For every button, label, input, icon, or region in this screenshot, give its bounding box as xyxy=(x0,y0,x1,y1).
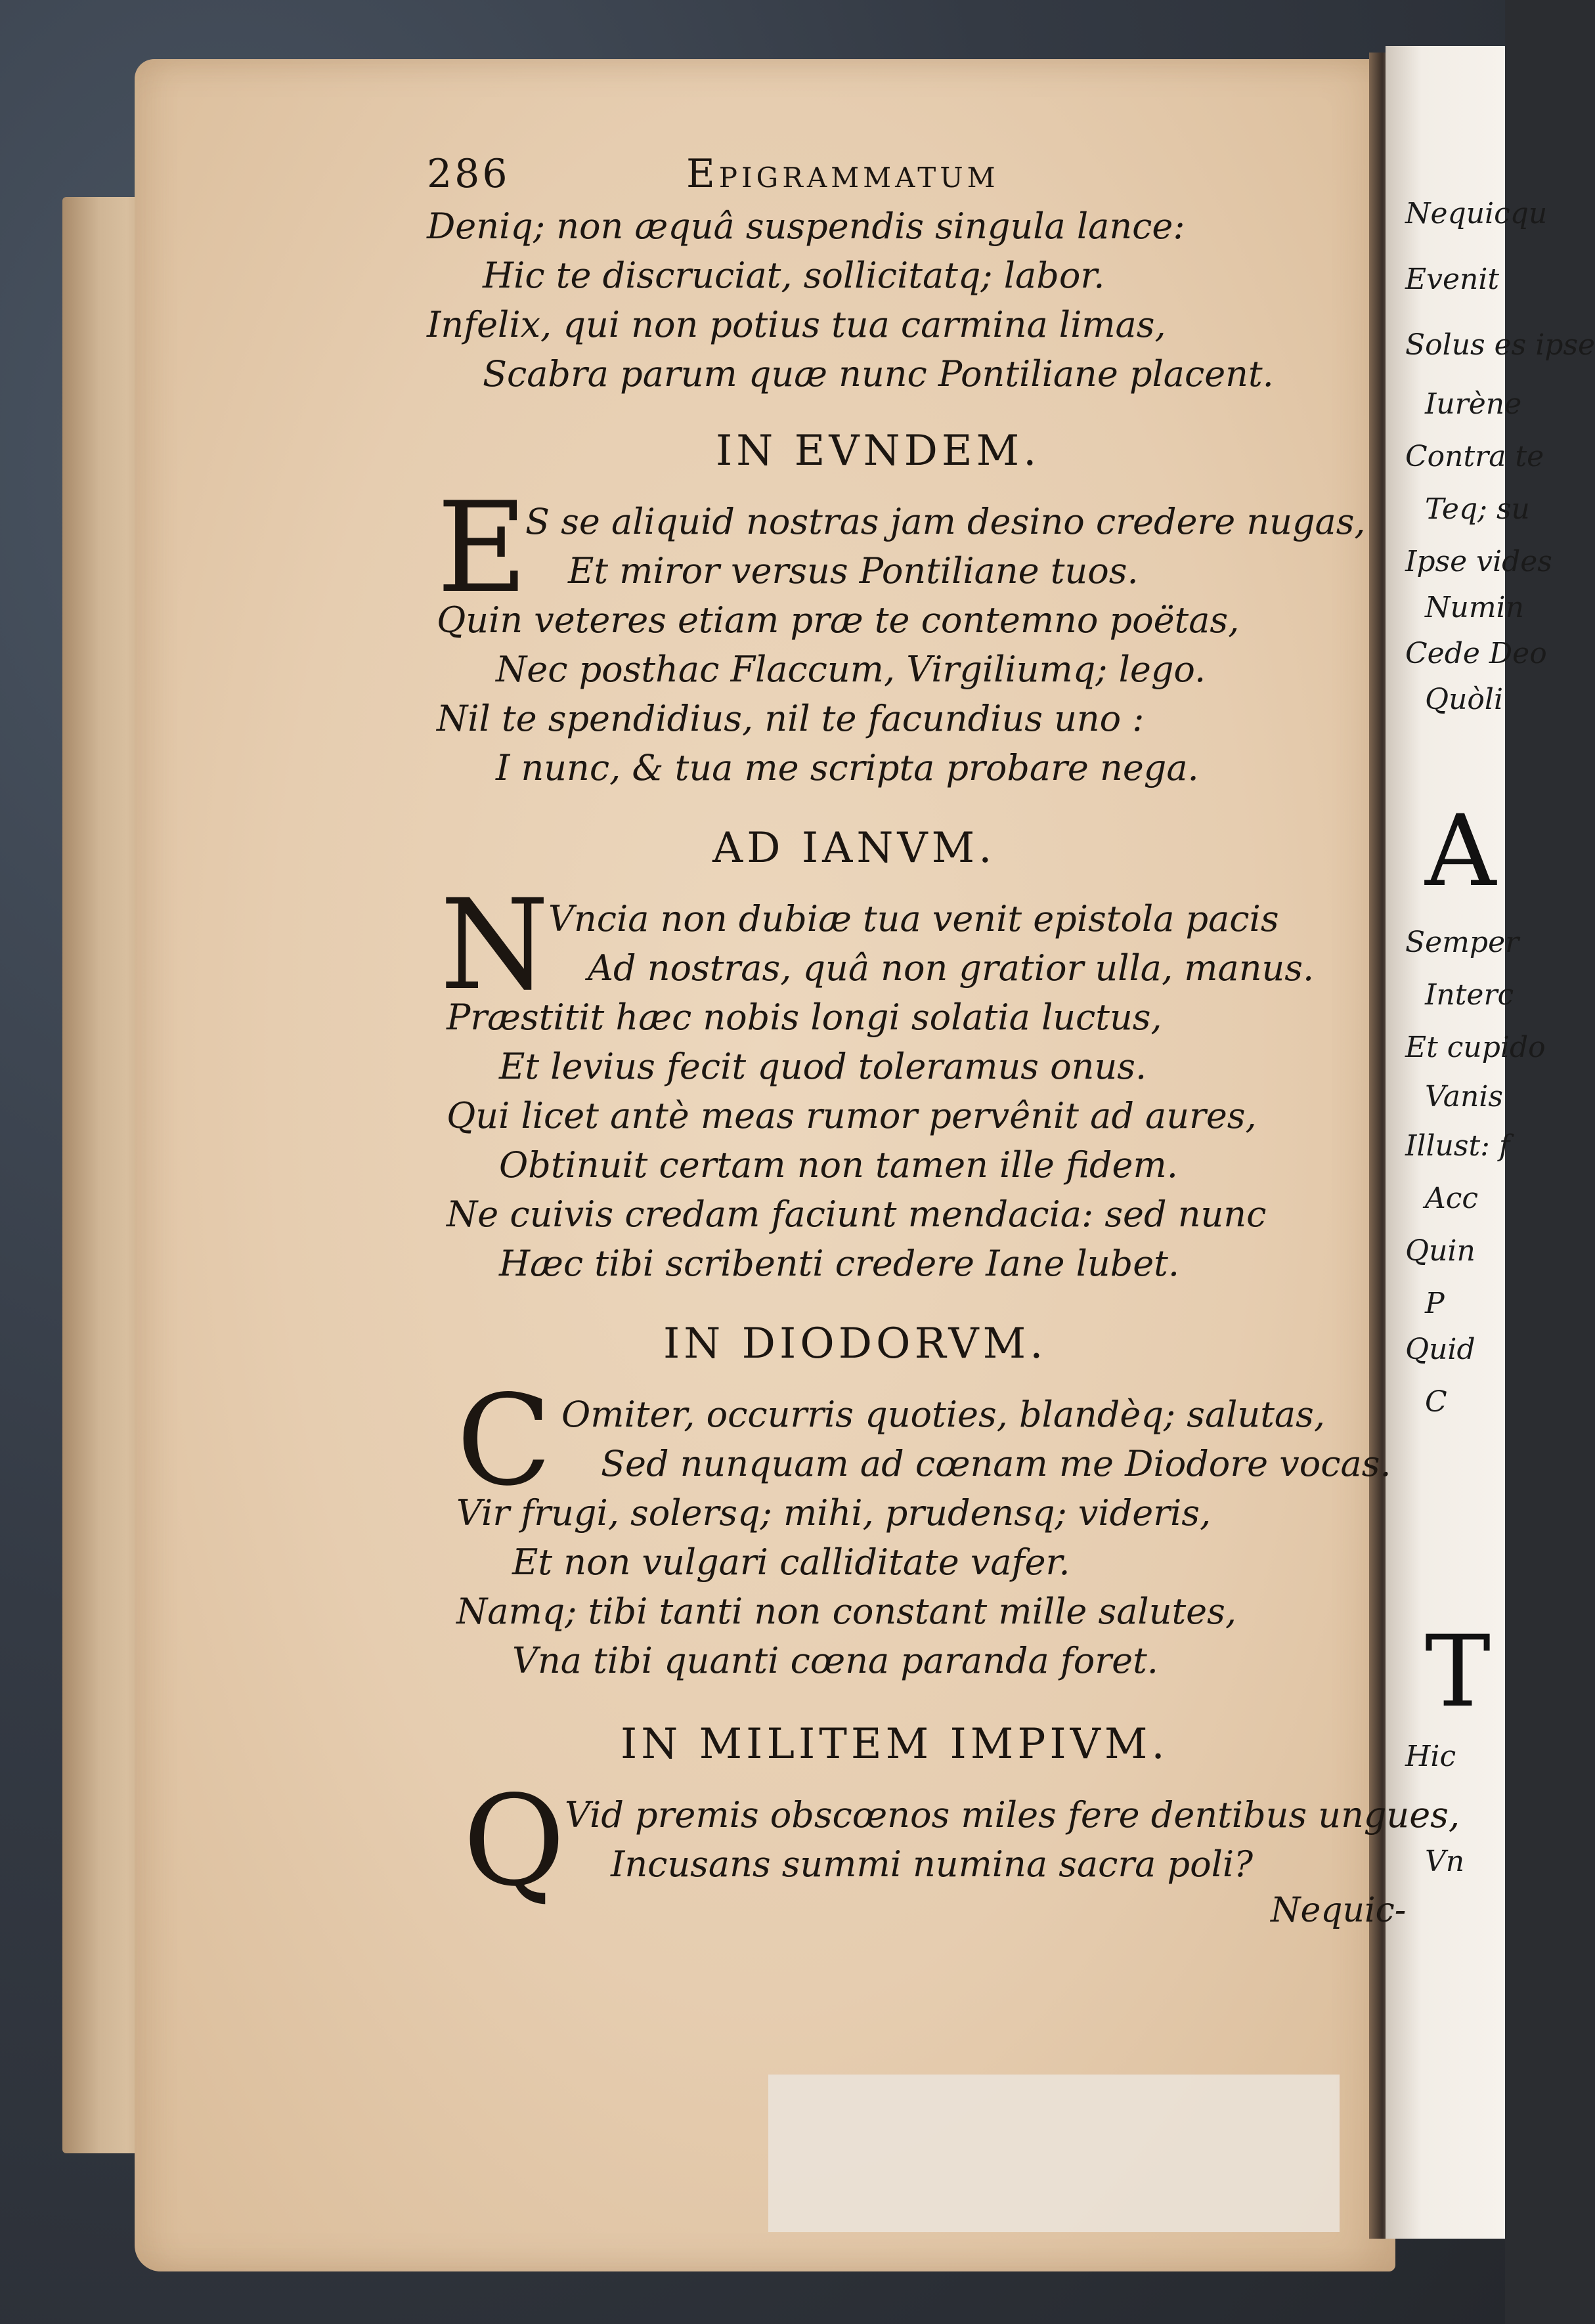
poem-title: IN DIODORVM. xyxy=(663,1320,1047,1368)
verse-line: Scabra parum quæ nunc Pontiliane placent. xyxy=(483,353,1274,395)
facing-fragment: Et cupido xyxy=(1405,1031,1546,1064)
facing-fragment: Nequicqu xyxy=(1405,197,1548,230)
verse-line: Hic te discruciat, sollicitatq; labor. xyxy=(483,255,1105,296)
catchword: Nequic- xyxy=(1271,1891,1407,1930)
verse-line: Vna tibi quanti cœna paranda foret. xyxy=(512,1640,1158,1681)
facing-fragment: Quid xyxy=(1405,1333,1475,1366)
facing-fragment: Quòli xyxy=(1425,683,1504,716)
facing-fragment: Semper xyxy=(1405,926,1519,959)
facing-fragment: Acc xyxy=(1425,1182,1479,1215)
verse-line: Namq; tibi tanti non constant mille salutes, xyxy=(456,1591,1236,1632)
verse-line: Vid premis obscœnos miles fere dentibus ungues, xyxy=(565,1794,1460,1836)
facing-fragment: Cede Deo xyxy=(1405,637,1547,670)
facing-fragment: Iurène xyxy=(1425,387,1522,421)
facing-dropcap: T xyxy=(1425,1615,1491,1729)
facing-fragment: Hic xyxy=(1405,1740,1456,1773)
facing-fragment: Teq; su xyxy=(1425,492,1530,526)
verse-line: Deniq; non æquâ suspendis singula lance: xyxy=(427,205,1185,247)
facing-fragment: Quin xyxy=(1405,1234,1475,1268)
verse-line: Nil te spendidius, nil te facundius uno : xyxy=(437,698,1145,739)
poem-title: IN EVNDEM. xyxy=(716,427,1041,475)
facing-dropcap: A xyxy=(1425,794,1497,909)
facing-fragment: Solus es ipse xyxy=(1405,328,1595,362)
verse-line: Incusans summi numina sacra poli? xyxy=(611,1843,1254,1885)
verse-line: Vncia non dubiæ tua venit epistola pacis xyxy=(548,898,1279,939)
verse-line: S se aliquid nostras jam desino credere nugas, xyxy=(525,501,1366,542)
verse-line: Infelix, qui non potius tua carmina limas, xyxy=(427,304,1166,345)
running-head: Epigrammatum xyxy=(686,151,999,197)
verse-line: Qui licet antè meas rumor pervênit ad aures, xyxy=(447,1095,1257,1136)
verse-line: I nunc, & tua me scripta probare nega. xyxy=(496,747,1199,788)
verse-line: Præstitit hæc nobis longi solatia luctus, xyxy=(447,997,1162,1038)
redaction-patch xyxy=(768,2075,1340,2232)
verse-line: Nec posthac Flaccum, Virgiliumq; lego. xyxy=(496,649,1206,690)
facing-fragment: Vn xyxy=(1425,1845,1465,1878)
verse-line: Vir frugi, solersq; mihi, prudensq; videris, xyxy=(456,1492,1212,1534)
verse-line: Quin veteres etiam præ te contemno poëtas, xyxy=(437,599,1240,641)
facing-fragment: Numin xyxy=(1425,591,1524,624)
facing-fragment: Ipse vides xyxy=(1405,545,1552,578)
page-header xyxy=(427,151,1083,204)
poem-title: IN MILITEM IMPIVM. xyxy=(621,1720,1169,1769)
drop-capital: Q xyxy=(463,1769,565,1914)
verse-line: Sed nunquam ad cœnam me Diodore vocas. xyxy=(601,1443,1391,1484)
verse-line: Ne cuivis credam faciunt mendacia: sed nunc xyxy=(447,1194,1267,1235)
verse-line: Et levius fecit quod toleramus onus. xyxy=(499,1046,1147,1087)
verse-line: Obtinuit certam non tamen ille fidem. xyxy=(499,1144,1178,1186)
facing-fragment: Illust: f xyxy=(1405,1129,1510,1163)
facing-fragment: C xyxy=(1425,1385,1447,1419)
facing-fragment: Contra te xyxy=(1405,440,1544,473)
facing-fragment: P xyxy=(1425,1287,1445,1320)
verse-line: Hæc tibi scribenti credere Iane lubet. xyxy=(499,1243,1180,1284)
facing-fragment: Evenit xyxy=(1405,263,1500,296)
verse-line: Omiter, occurris quoties, blandèq; salutas, xyxy=(561,1394,1325,1435)
drop-capital: E xyxy=(437,475,528,620)
verse-line: Ad nostras, quâ non gratior ulla, manus. xyxy=(588,947,1315,989)
drop-capital: N xyxy=(440,872,550,1018)
poem-title: AD IANVM. xyxy=(712,824,996,872)
verse-line: Et non vulgari calliditate vafer. xyxy=(512,1541,1070,1583)
facing-fragment: Vanis xyxy=(1425,1080,1503,1113)
page-number: 286 xyxy=(427,151,510,197)
verse-line: Et miror versus Pontiliane tuos. xyxy=(568,550,1139,592)
facing-fragment: Interc xyxy=(1425,978,1514,1012)
drop-capital: C xyxy=(456,1368,552,1513)
